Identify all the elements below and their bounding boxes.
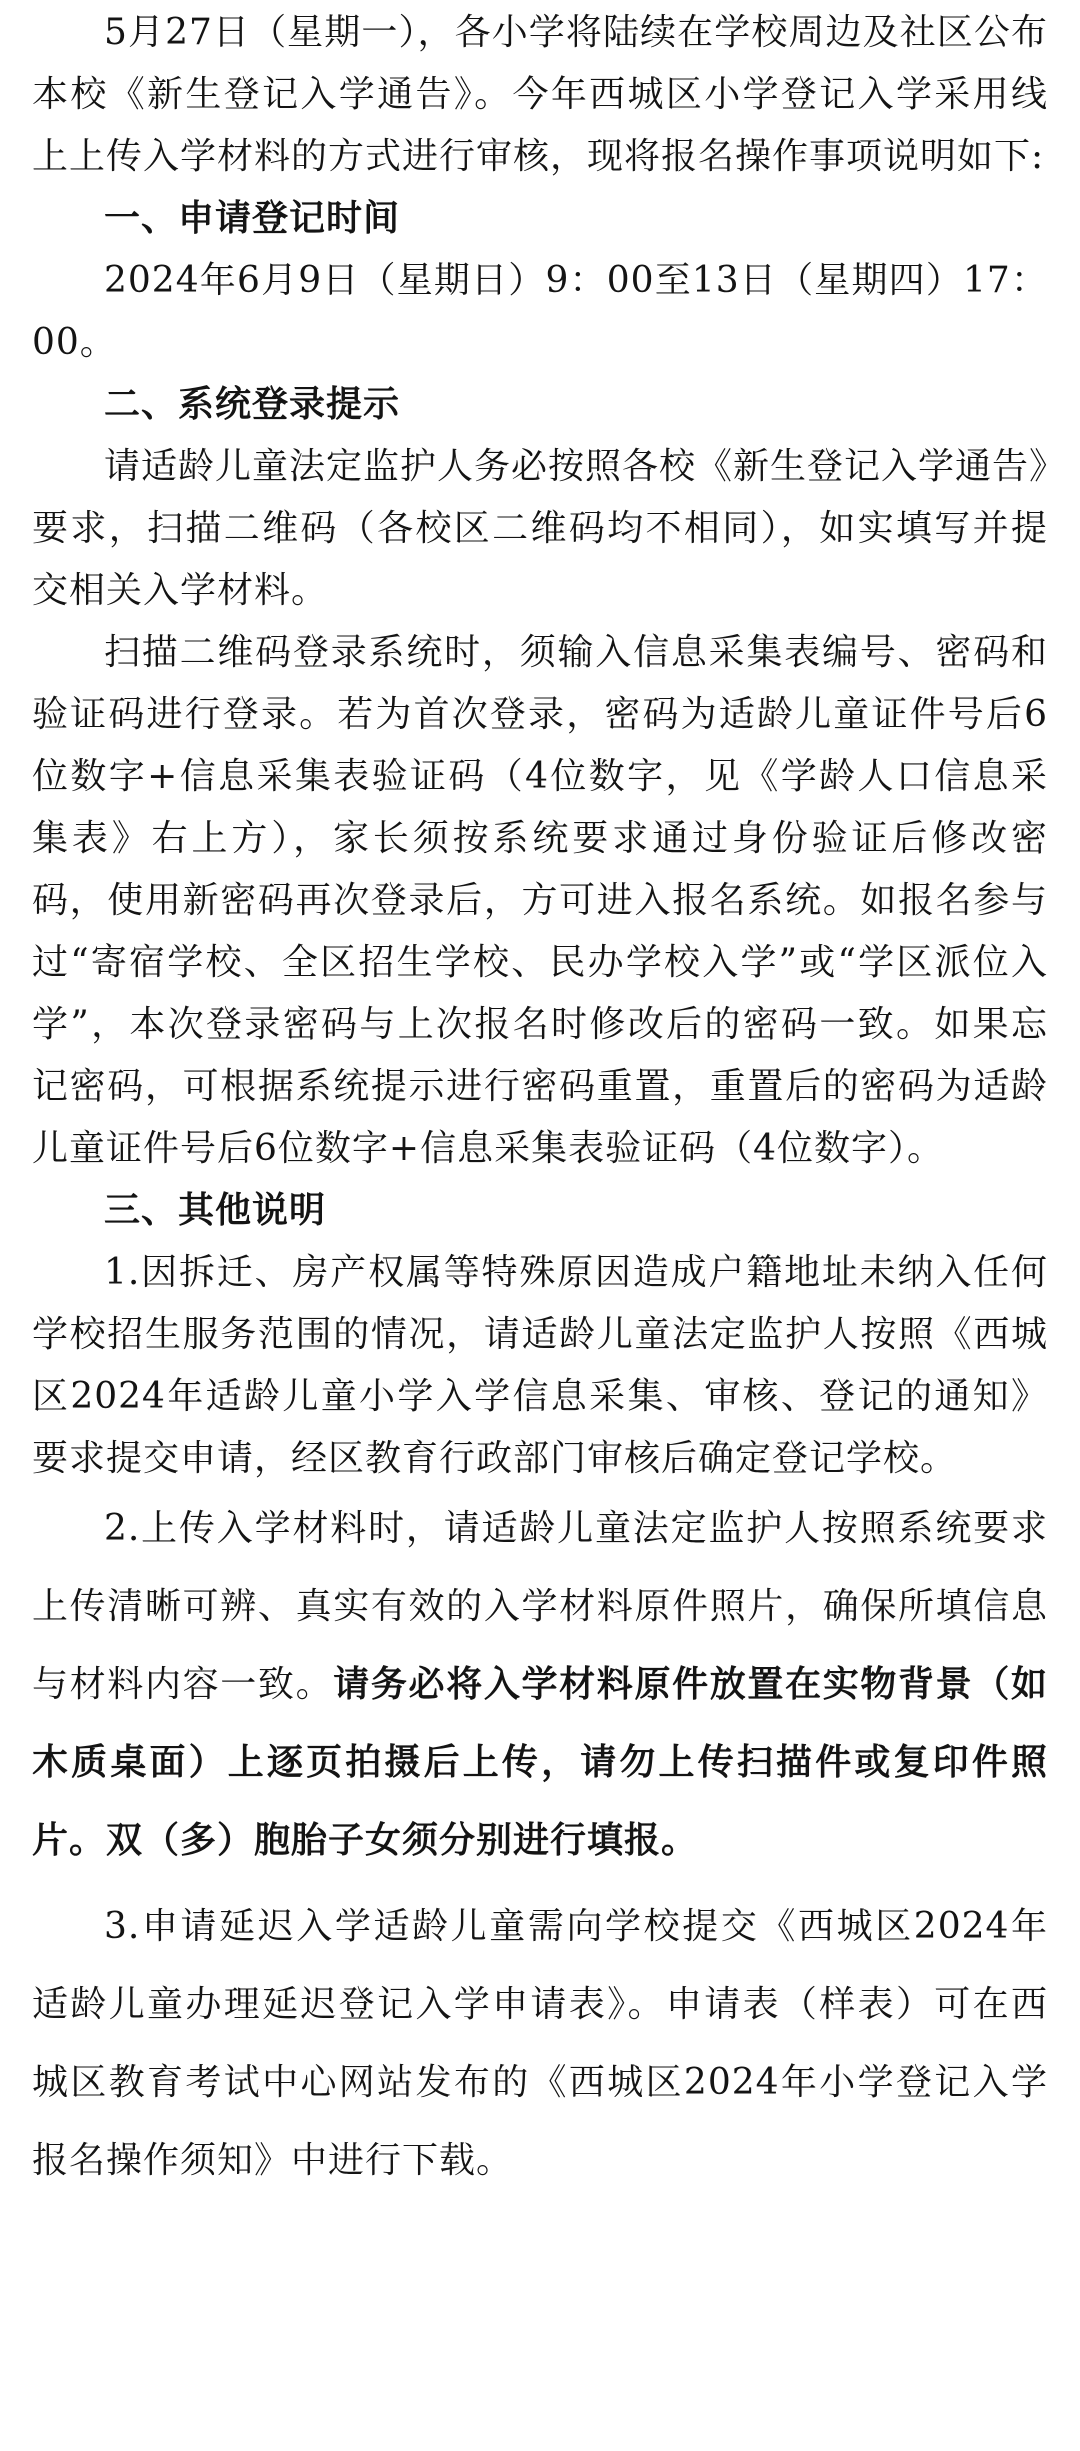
other-notes-item-2-emphasis: 请务必将入学材料原件放置在实物背景（如木质桌面）上逐页拍摄后上传，请勿上传扫描件或复印件照片。双（多）胞胎子女须分别进行填报。 [32, 1664, 1048, 1861]
other-notes-item-1: 1.因拆迁、房产权属等特殊原因造成户籍地址未纳入任何学校招生服务范围的情况，请适龄儿童法定监护人按照《西城区2024年适龄儿童小学入学信息采集、审核、登记的通知》要求提交申请，经区教育行政部门审核后确定登记学校。 [32, 1252, 1048, 1479]
other-notes-item-2-text: 2.上传入学材料时，请适龄儿童法定监护人按照系统要求上传清晰可辨、真实有效的入学材料原件照片，确保所填信息与材料内容一致。 [32, 1508, 1048, 1705]
application-time-paragraph: 2024年6月9日（星期日）9：00至13日（星期四）17：00。 [32, 260, 1048, 363]
login-tips-paragraph-2: 扫描二维码登录系统时，须输入信息采集表编号、密码和验证码进行登录。若为首次登录，密码为适龄儿童证件号后6位数字+信息采集表验证码（4位数字，见《学龄人口信息采集表》右上方），家长须按系统要求通过身份验证后修改密码，使用新密码再次登录后，方可进入报名系统。如报名参与过“寄宿学校、全区招生学校、民办学校入学”或“学区派位入学”，本次登录密码与上次报名时修改后的密码一致。如果忘记密码，可根据系统提示进行密码重置，重置后的密码为适龄儿童证件号后6位数字+信息采集表验证码（4位数字）。 [32, 632, 1048, 1169]
intro-paragraph: 5月27日（星期一），各小学将陆续在学校周边及社区公布本校《新生登记入学通告》。今年西城区小学登记入学采用线上上传入学材料的方式进行审核，现将报名操作事项说明如下: [32, 12, 1048, 177]
other-notes-item-3: 3.申请延迟入学适龄儿童需向学校提交《西城区2024年适龄儿童办理延迟登记入学申请表》。申请表（样表）可在西城区教育考试中心网站发布的《西城区2024年小学登记入学报名操作须知》中进行下载。 [32, 1906, 1048, 2181]
login-tips-paragraph-1: 请适龄儿童法定监护人务必按照各校《新生登记入学通告》要求，扫描二维码（各校区二维码均不相同），如实填写并提交相关入学材料。 [32, 446, 1049, 611]
section-heading-other-notes: 三、其他说明 [104, 1190, 327, 1231]
section-heading-login-tips: 二、系统登录提示 [104, 384, 401, 425]
paragraph-gap [32, 1880, 1048, 1888]
other-notes-item-2 [32, 1490, 1048, 1880]
section-heading-application-time: 一、申请登记时间 [104, 198, 401, 239]
